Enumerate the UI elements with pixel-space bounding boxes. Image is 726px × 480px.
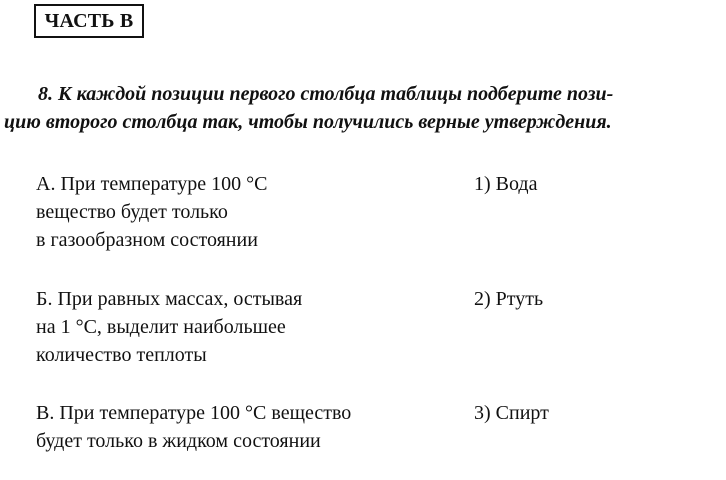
statement-a-line-2: вещество будет только [36,201,228,223]
task-instruction [4,80,704,136]
statement-b-line-3: количество теплоты [36,344,207,366]
task-instruction-line-1: 8. К каждой позиции первого столбца таблицы подберите пози- [38,83,614,105]
statement-b-line-1: Б. При равных массах, остывая [36,288,303,310]
option-1: 1) Вода [474,173,538,195]
section-title: ЧАСТЬ В [44,9,134,32]
option-2: 2) Ртуть [474,288,544,310]
statement-c-line-1: В. При температуре 100 °С вещество [36,402,352,424]
statement-a-line-1: А. При температуре 100 °С [36,173,268,195]
statement-c-line-2: будет только в жидком состоянии [36,430,321,452]
statement-a-line-3: в газообразном состоянии [36,229,258,251]
statement-b-line-2: на 1 °С, выделит наибольшее [36,316,286,338]
statement-a [36,170,456,254]
section-title-box [34,4,144,38]
statement-c [36,399,456,455]
statement-b [36,285,456,369]
task-instruction-line-2: цию второго столбца так, чтобы получились верные утверждения. [4,111,612,133]
option-3: 3) Спирт [474,402,549,424]
